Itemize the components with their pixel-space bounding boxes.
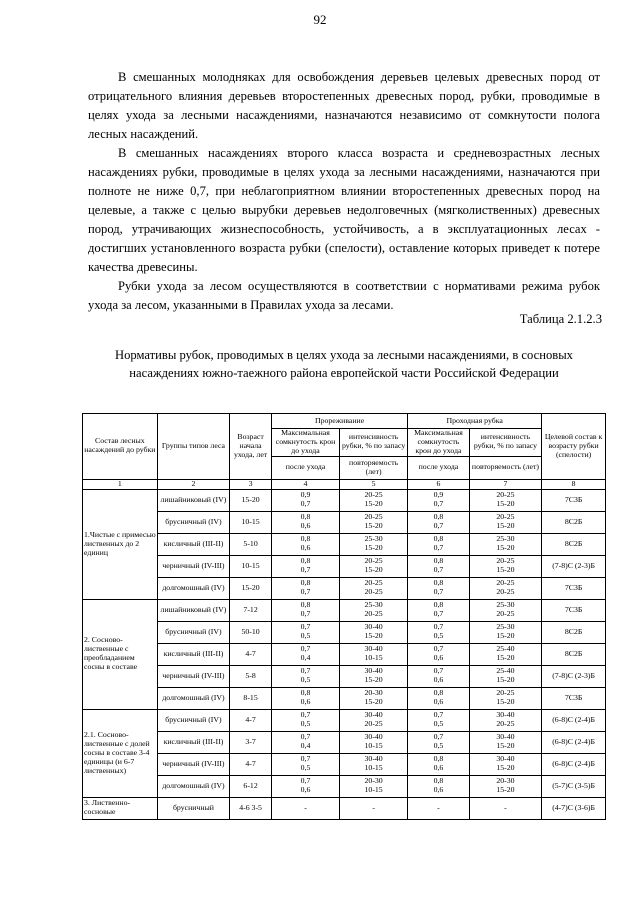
value-line: 0,6 (433, 785, 444, 795)
value-pair-cell (271, 555, 339, 577)
value-pair-cell (408, 665, 470, 687)
value-line: 0,8 (433, 556, 444, 566)
value-pair-cell (408, 731, 470, 753)
header-repeat-thinning: повторяемость (лет) (340, 456, 408, 479)
value-line: 20-25 (364, 490, 383, 500)
paragraph-1: В смешанных молодняках для освобождения деревьев целевых древесных пород от отрицательного влияния деревьев второстепенных древесных пород, рубки, проводимые в целях ухода за лесными насаждениями, назначаются независимо от сомкнутости полога лесных насаждений. (88, 70, 600, 141)
value-line: 0,9 (300, 490, 311, 500)
value-line: 15-20 (496, 653, 515, 663)
table-row (83, 643, 606, 665)
value-pair-cell (340, 775, 408, 797)
value-pair-cell (408, 709, 470, 731)
value-line: 0,7 (300, 666, 311, 676)
value-line: 0,7 (433, 521, 444, 531)
value-line: 15-20 (496, 697, 515, 707)
value-line: 0,7 (433, 499, 444, 509)
value-line: 20-25 (364, 609, 383, 619)
forest-type-cell: брусничный (IV) (157, 511, 230, 533)
table-row (83, 775, 606, 797)
value-line: 15-20 (496, 741, 515, 751)
value-line: 0,6 (300, 697, 311, 707)
value-line: 0,8 (300, 512, 311, 522)
col-number: 6 (408, 479, 470, 489)
value-pair-cell (408, 643, 470, 665)
column-numbers-row (83, 479, 606, 489)
header-forest-types: Группы типов леса (157, 414, 230, 480)
value-pair-cell (469, 511, 542, 533)
age-cell: 4-7 (230, 709, 272, 731)
value-line: 15-20 (364, 565, 383, 575)
value-line: 0,8 (300, 534, 311, 544)
value-line: - (304, 802, 307, 812)
header-age-start: Возраст начала ухода, лет (230, 414, 272, 480)
value-line: 0,7 (300, 622, 311, 632)
header-max-density-passing: Максимальная сомкнутость крон до ухода (408, 429, 470, 457)
target-composition-cell: 7С3Б (542, 687, 606, 709)
value-line: 25-30 (364, 600, 383, 610)
age-cell: 10-15 (230, 511, 272, 533)
value-line: 0,6 (300, 785, 311, 795)
target-composition-cell: 8С2Б (542, 511, 606, 533)
value-pair-cell (408, 599, 470, 621)
value-pair-cell (408, 511, 470, 533)
value-pair-cell (340, 643, 408, 665)
value-pair-cell (340, 687, 408, 709)
value-line: 0,5 (433, 631, 444, 641)
table-label: Таблица 2.1.2.3 (519, 312, 602, 326)
table-row (83, 753, 606, 775)
value-pair-cell (271, 577, 339, 599)
col-number: 7 (469, 479, 542, 489)
col-number: 4 (271, 479, 339, 489)
value-line: 0,9 (433, 490, 444, 500)
value-pair-cell (271, 643, 339, 665)
header-thinning: Прореживание (271, 414, 407, 429)
value-pair-cell (340, 555, 408, 577)
target-composition-cell: (7-8)С (2-3)Б (542, 555, 606, 577)
value-pair-cell (408, 577, 470, 599)
value-line: 0,8 (300, 578, 311, 588)
value-line: 0,7 (433, 587, 444, 597)
table-row (83, 687, 606, 709)
value-line: 0,5 (433, 741, 444, 751)
forest-type-cell: брусничный (157, 797, 230, 819)
group-name-cell: 2. Сосново-лиственные с преобладанием сосны в составе (83, 599, 158, 709)
target-composition-cell: 8С2Б (542, 533, 606, 555)
value-pair-cell (340, 621, 408, 643)
value-pair-cell (469, 753, 542, 775)
col-number: 3 (230, 479, 272, 489)
age-cell: 7-12 (230, 599, 272, 621)
header-max-density-thinning: Максимальная сомкнутость крон до ухода (271, 429, 339, 457)
value-pair-cell (469, 731, 542, 753)
col-number: 1 (83, 479, 158, 489)
value-pair-cell (408, 753, 470, 775)
value-line: 15-20 (496, 565, 515, 575)
value-line: 20-25 (496, 490, 515, 500)
value-pair-cell (340, 797, 408, 819)
forest-type-cell: долгомошный (IV) (157, 775, 230, 797)
table-row (83, 489, 606, 511)
value-line: 0,8 (433, 512, 444, 522)
value-line: 0,7 (300, 776, 311, 786)
value-pair-cell (469, 577, 542, 599)
age-cell: 4-7 (230, 753, 272, 775)
value-pair-cell (469, 489, 542, 511)
page-number: 92 (313, 12, 327, 27)
value-line: 0,8 (300, 600, 311, 610)
age-cell: 6-12 (230, 775, 272, 797)
value-pair-cell (271, 753, 339, 775)
value-line: 30-40 (364, 666, 383, 676)
value-pair-cell (408, 797, 470, 819)
value-line: 15-20 (496, 763, 515, 773)
value-line: 25-30 (496, 600, 515, 610)
value-line: - (504, 802, 507, 812)
value-line: 30-40 (364, 710, 383, 720)
value-pair-cell (469, 709, 542, 731)
value-line: 15-20 (496, 675, 515, 685)
target-composition-cell: (6-8)С (2-4)Б (542, 709, 606, 731)
value-line: 20-25 (364, 719, 383, 729)
value-line: 10-15 (364, 653, 383, 663)
age-cell: 15-20 (230, 489, 272, 511)
forest-type-cell: брусничный (IV) (157, 709, 230, 731)
value-line: 15-20 (364, 521, 383, 531)
value-line: 0,6 (433, 763, 444, 773)
table-body (83, 489, 606, 819)
value-line: 0,7 (433, 666, 444, 676)
value-line: 0,8 (433, 688, 444, 698)
age-cell: 5-10 (230, 533, 272, 555)
value-line: 0,7 (300, 565, 311, 575)
age-cell: 4-7 (230, 643, 272, 665)
value-line: 20-30 (496, 776, 515, 786)
value-pair-cell (340, 489, 408, 511)
value-line: 0,8 (433, 578, 444, 588)
table-caption: Нормативы рубок, проводимых в целях ухода за лесными насаждениями, в сосновых насаждениях южно-таежного района европейской части Российской Федерации (115, 348, 573, 380)
value-pair-cell (340, 511, 408, 533)
value-pair-cell (469, 665, 542, 687)
value-pair-cell (271, 665, 339, 687)
value-line: 25-30 (496, 622, 515, 632)
value-line: 25-30 (496, 534, 515, 544)
value-line: - (372, 802, 375, 812)
target-composition-cell: 8С2Б (542, 621, 606, 643)
value-pair-cell (469, 599, 542, 621)
value-line: 25-30 (364, 534, 383, 544)
value-line: 30-40 (364, 644, 383, 654)
forest-type-cell: долгомошный (IV) (157, 687, 230, 709)
value-pair-cell (271, 687, 339, 709)
value-line: 0,6 (300, 543, 311, 553)
value-pair-cell (271, 731, 339, 753)
value-pair-cell (271, 599, 339, 621)
forest-type-cell: черничный (IV-III) (157, 753, 230, 775)
value-line: 0,8 (433, 534, 444, 544)
value-line: 0,7 (300, 587, 311, 597)
header-after-care-thinning: после ухода (271, 456, 339, 479)
value-line: 0,8 (433, 754, 444, 764)
value-line: 0,8 (433, 776, 444, 786)
value-pair-cell (469, 621, 542, 643)
value-line: 15-20 (496, 499, 515, 509)
value-line: - (437, 802, 440, 812)
header-composition: Состав лесных насаждений до рубки (83, 414, 158, 480)
value-pair-cell (271, 489, 339, 511)
value-line: 0,7 (300, 754, 311, 764)
value-pair-cell (408, 687, 470, 709)
value-line: 0,7 (433, 543, 444, 553)
target-composition-cell: 7С3Б (542, 599, 606, 621)
value-line: 10-15 (364, 741, 383, 751)
value-line: 30-40 (364, 732, 383, 742)
value-line: 30-40 (496, 732, 515, 742)
forest-type-cell: брусничный (IV) (157, 621, 230, 643)
value-line: 15-20 (364, 499, 383, 509)
value-pair-cell (340, 577, 408, 599)
value-line: 10-15 (364, 763, 383, 773)
value-line: 15-20 (364, 543, 383, 553)
value-pair-cell (340, 665, 408, 687)
value-pair-cell (340, 599, 408, 621)
age-cell: 8-15 (230, 687, 272, 709)
target-composition-cell: 7С3Б (542, 577, 606, 599)
age-cell: 3-7 (230, 731, 272, 753)
table-row (83, 533, 606, 555)
value-line: 0,7 (433, 710, 444, 720)
forest-type-cell: черничный (IV-III) (157, 555, 230, 577)
value-pair-cell (408, 621, 470, 643)
value-pair-cell (271, 775, 339, 797)
group-name-cell: 3. Лиственно-сосновые (83, 797, 158, 819)
value-pair-cell (340, 753, 408, 775)
value-pair-cell (408, 533, 470, 555)
forest-type-cell: кисличный (III-II) (157, 533, 230, 555)
value-line: 0,5 (433, 719, 444, 729)
table-row (83, 577, 606, 599)
value-line: 20-25 (364, 512, 383, 522)
value-line: 25-40 (496, 644, 515, 654)
table-row (83, 731, 606, 753)
value-pair-cell (408, 775, 470, 797)
value-line: 15-20 (496, 785, 515, 795)
value-pair-cell (340, 731, 408, 753)
value-pair-cell (271, 621, 339, 643)
value-line: 0,5 (300, 675, 311, 685)
value-line: 0,7 (433, 609, 444, 619)
value-line: 20-25 (496, 587, 515, 597)
value-line: 15-20 (364, 697, 383, 707)
value-line: 0,7 (300, 644, 311, 654)
value-line: 0,7 (300, 609, 311, 619)
value-line: 0,4 (300, 741, 311, 751)
value-line: 0,8 (300, 688, 311, 698)
value-line: 0,7 (433, 622, 444, 632)
forest-type-cell: долгомошный (IV) (157, 577, 230, 599)
value-line: 0,7 (300, 732, 311, 742)
target-composition-cell: (6-8)С (2-4)Б (542, 753, 606, 775)
value-line: 25-40 (496, 666, 515, 676)
value-line: 15-20 (364, 631, 383, 641)
value-line: 0,7 (433, 565, 444, 575)
value-line: 30-40 (364, 754, 383, 764)
value-line: 20-25 (496, 556, 515, 566)
value-line: 20-25 (496, 719, 515, 729)
value-line: 15-20 (496, 631, 515, 641)
value-line: 20-25 (496, 512, 515, 522)
age-cell: 5-8 (230, 665, 272, 687)
target-composition-cell: 8С2Б (542, 643, 606, 665)
value-line: 20-25 (364, 578, 383, 588)
value-pair-cell (469, 797, 542, 819)
value-pair-cell (469, 775, 542, 797)
forest-type-cell: лишайниковый (IV) (157, 599, 230, 621)
value-pair-cell (271, 511, 339, 533)
value-pair-cell (340, 533, 408, 555)
norms-table (82, 413, 606, 820)
forest-type-cell: черничный (IV-III) (157, 665, 230, 687)
value-pair-cell (271, 533, 339, 555)
table-row (83, 555, 606, 577)
value-pair-cell (469, 687, 542, 709)
group-name-cell: 1.Чистые с примесью лиственных до 2 единиц (83, 489, 158, 599)
value-line: 0,5 (300, 631, 311, 641)
value-line: 15-20 (496, 543, 515, 553)
value-pair-cell (340, 709, 408, 731)
value-line: 0,8 (300, 556, 311, 566)
value-line: 0,6 (433, 653, 444, 663)
header-repeat-passing: повторяемость (лет) (469, 456, 542, 479)
value-line: 15-20 (364, 675, 383, 685)
target-composition-cell: (5-7)С (3-5)Б (542, 775, 606, 797)
value-pair-cell (408, 489, 470, 511)
value-pair-cell (469, 555, 542, 577)
table-row (83, 797, 606, 819)
table-row (83, 709, 606, 731)
value-line: 0,5 (300, 763, 311, 773)
value-line: 0,8 (433, 600, 444, 610)
value-line: 30-40 (496, 754, 515, 764)
value-line: 20-25 (496, 578, 515, 588)
value-line: 15-20 (496, 521, 515, 531)
forest-type-cell: кисличный (III-II) (157, 643, 230, 665)
value-line: 0,5 (300, 719, 311, 729)
value-line: 0,7 (433, 732, 444, 742)
value-line: 0,6 (433, 675, 444, 685)
table-row (83, 599, 606, 621)
header-intensity-thinning: интенсивность рубки, % по запасу (340, 429, 408, 457)
value-line: 0,7 (300, 499, 311, 509)
forest-type-cell: кисличный (III-II) (157, 731, 230, 753)
header-after-care-passing: после ухода (408, 456, 470, 479)
header-target: Целевой состав к возрасту рубки (спелости) (542, 414, 606, 480)
age-cell: 4-6 3-5 (230, 797, 272, 819)
group-name-cell: 2.1. Сосново-лиственные с долей сосны в составе 3-4 единицы (и 6-7 лиственных) (83, 709, 158, 797)
table-row (83, 621, 606, 643)
paragraph-2: В смешанных насаждениях второго класса возраста и средневозрастных лесных насаждениях рубки, проводимые в целях ухода за лесными насаждениями, назначаются при полноте не ниже 0,7, при неблагоприятном влиянии второстепенных древесных пород на целевые, а также с целью вырубки деревьев недолговечных (мягколиственных) древесных пород, утрачивающих жизнеспособность, устойчивость, а в эксплуатационных лесах - достигших установленного возраста рубки (спелости), оставление которых приведет к потере качества древесины. (88, 146, 600, 274)
value-line: 10-15 (364, 785, 383, 795)
target-composition-cell: (6-8)С (2-4)Б (542, 731, 606, 753)
value-line: 30-40 (496, 710, 515, 720)
table-row (83, 665, 606, 687)
value-pair-cell (469, 533, 542, 555)
age-cell: 10-15 (230, 555, 272, 577)
col-number: 8 (542, 479, 606, 489)
value-line: 0,7 (433, 644, 444, 654)
value-pair-cell (271, 797, 339, 819)
value-line: 0,4 (300, 653, 311, 663)
value-line: 20-30 (364, 776, 383, 786)
value-line: 20-30 (364, 688, 383, 698)
col-number: 5 (340, 479, 408, 489)
age-cell: 15-20 (230, 577, 272, 599)
value-pair-cell (469, 643, 542, 665)
value-line: 0,7 (300, 710, 311, 720)
value-line: 0,6 (433, 697, 444, 707)
target-composition-cell: (4-7)С (3-6)Б (542, 797, 606, 819)
forest-type-cell: лишайниковый (IV) (157, 489, 230, 511)
value-line: 20-25 (496, 609, 515, 619)
age-cell: 50-10 (230, 621, 272, 643)
body-text (88, 68, 600, 315)
header-passing: Проходная рубка (408, 414, 542, 429)
value-line: 30-40 (364, 622, 383, 632)
value-line: 0,6 (300, 521, 311, 531)
header-intensity-passing: интенсивность рубки, % по запасу (469, 429, 542, 457)
value-pair-cell (271, 709, 339, 731)
value-line: 20-25 (496, 688, 515, 698)
col-number: 2 (157, 479, 230, 489)
value-line: 20-25 (364, 556, 383, 566)
value-line: 20-25 (364, 587, 383, 597)
target-composition-cell: 7С3Б (542, 489, 606, 511)
table-row (83, 511, 606, 533)
target-composition-cell: (7-8)С (2-3)Б (542, 665, 606, 687)
paragraph-3: Рубки ухода за лесом осуществляются в соответствии с нормативами режима рубок ухода за лесом, указанными в Правилах ухода за лесами. (88, 279, 600, 312)
value-pair-cell (408, 555, 470, 577)
